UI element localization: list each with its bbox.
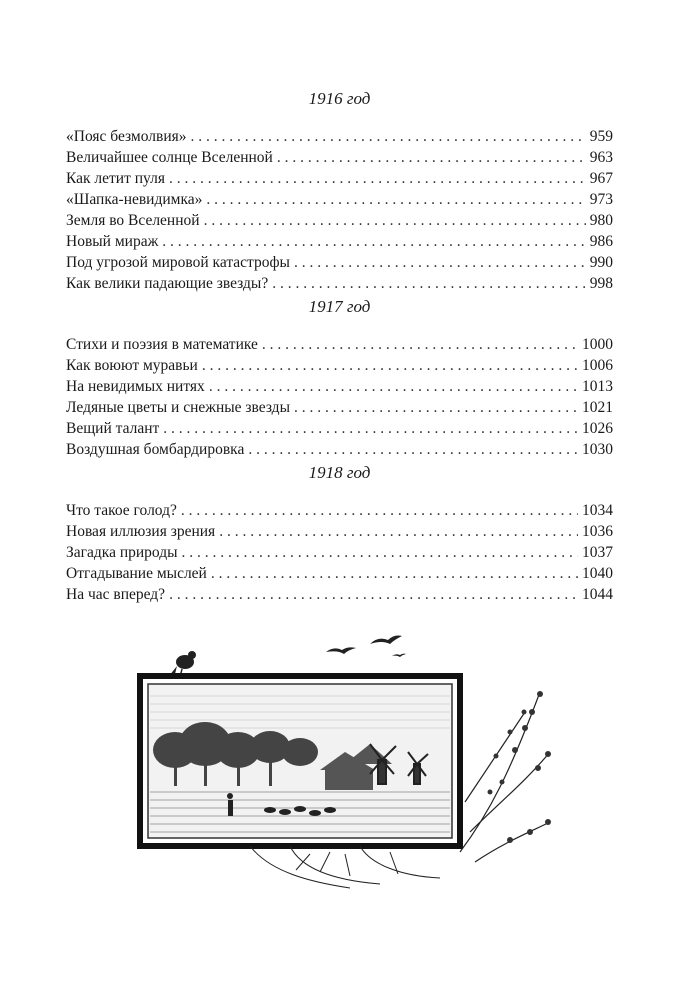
- toc-entry[interactable]: [66, 521, 613, 542]
- toc-entry[interactable]: [66, 168, 613, 189]
- toc-section-1916: [66, 88, 613, 294]
- entry-title: Земля во Вселенной: [66, 212, 200, 229]
- toc-entry[interactable]: [66, 584, 613, 605]
- dot-leader: [206, 189, 585, 210]
- entry-page-number: 1021: [582, 399, 613, 416]
- blossom-icon: [488, 691, 552, 843]
- toc-entry[interactable]: [66, 418, 613, 439]
- entry-page-number: 1030: [582, 441, 613, 458]
- dot-leader: [272, 273, 586, 294]
- entry-title: Воздушная бомбардировка: [66, 441, 245, 458]
- entry-title: Как воюют муравьи: [66, 357, 198, 374]
- toc-entry[interactable]: [66, 376, 613, 397]
- entry-page-number: 1013: [582, 378, 613, 395]
- section-year-heading: 1918 год: [308, 463, 371, 482]
- dot-leader: [163, 418, 578, 439]
- entry-title: На невидимых нитях: [66, 378, 205, 395]
- dot-leader: [169, 168, 586, 189]
- entry-page-number: 990: [589, 254, 613, 271]
- toc-entry[interactable]: [66, 334, 613, 355]
- entry-page-number: 973: [589, 191, 613, 208]
- vignette-svg: [130, 632, 555, 892]
- flying-birds-icon: [326, 636, 406, 658]
- dot-leader: [211, 563, 578, 584]
- entry-title: Как велики падающие звезды?: [66, 275, 269, 292]
- dot-leader: [182, 542, 578, 563]
- dot-leader: [294, 397, 578, 418]
- dot-leader: [294, 252, 586, 273]
- entry-title: Ледяные цветы и снежные звезды: [66, 399, 290, 416]
- toc-section-1918: [66, 462, 613, 605]
- toc-entry[interactable]: [66, 252, 613, 273]
- toc-entry[interactable]: [66, 273, 613, 294]
- dot-leader: [191, 126, 586, 147]
- entry-title: Новый мираж: [66, 233, 159, 250]
- dot-leader: [204, 210, 586, 231]
- entry-title: Стихи и поэзия в математике: [66, 336, 258, 353]
- toc-entry[interactable]: [66, 439, 613, 460]
- entry-title: Как летит пуля: [66, 170, 165, 187]
- entry-page-number: 998: [589, 275, 613, 292]
- dot-leader: [248, 439, 578, 460]
- landscape-vignette-icon: [130, 632, 555, 892]
- toc-entry[interactable]: [66, 397, 613, 418]
- entry-title: Новая иллюзия зрения: [66, 523, 216, 540]
- section-year-heading: 1917 год: [308, 297, 371, 316]
- dot-leader: [181, 500, 578, 521]
- dot-leader: [209, 376, 578, 397]
- entry-title: Отгадывание мыслей: [66, 565, 207, 582]
- entry-title: Что такое голод?: [66, 502, 177, 519]
- toc-entry[interactable]: [66, 231, 613, 252]
- entry-title: «Пояс безмолвия»: [66, 128, 187, 145]
- foliage-icon: [250, 846, 440, 888]
- entry-page-number: 959: [589, 128, 613, 145]
- section-year-heading: 1916 год: [308, 89, 371, 108]
- entry-page-number: 1044: [582, 586, 613, 603]
- branch-icon: [460, 692, 550, 862]
- dot-leader: [162, 231, 585, 252]
- dot-leader: [262, 334, 578, 355]
- toc-entry[interactable]: [66, 542, 613, 563]
- entry-title: «Шапка-невидимка»: [66, 191, 203, 208]
- entry-page-number: 1037: [582, 544, 613, 561]
- toc-section-1917: [66, 296, 613, 460]
- toc-entry[interactable]: [66, 563, 613, 584]
- toc-entry[interactable]: [66, 355, 613, 376]
- entry-title: Загадка природы: [66, 544, 178, 561]
- entry-page-number: 1000: [582, 336, 613, 353]
- toc-entry[interactable]: [66, 189, 613, 210]
- dot-leader: [277, 147, 586, 168]
- entry-title: Под угрозой мировой катастрофы: [66, 254, 290, 271]
- dot-leader: [202, 355, 578, 376]
- toc-entry[interactable]: [66, 500, 613, 521]
- toc-entry[interactable]: [66, 147, 613, 168]
- dot-leader: [169, 584, 578, 605]
- toc-entry[interactable]: [66, 210, 613, 231]
- entry-page-number: 1034: [582, 502, 613, 519]
- entry-page-number: 963: [589, 149, 613, 166]
- entry-title: Вещий талант: [66, 420, 160, 437]
- entry-page-number: 967: [589, 170, 613, 187]
- toc-entry[interactable]: [66, 126, 613, 147]
- dot-leader: [219, 521, 578, 542]
- entry-page-number: 986: [589, 233, 613, 250]
- entry-title: Величайшее солнце Вселенной: [66, 149, 273, 166]
- entry-page-number: 980: [589, 212, 613, 229]
- entry-page-number: 1040: [582, 565, 613, 582]
- entry-page-number: 1026: [582, 420, 613, 437]
- entry-page-number: 1036: [582, 523, 613, 540]
- entry-page-number: 1006: [582, 357, 613, 374]
- entry-title: На час вперед?: [66, 586, 166, 603]
